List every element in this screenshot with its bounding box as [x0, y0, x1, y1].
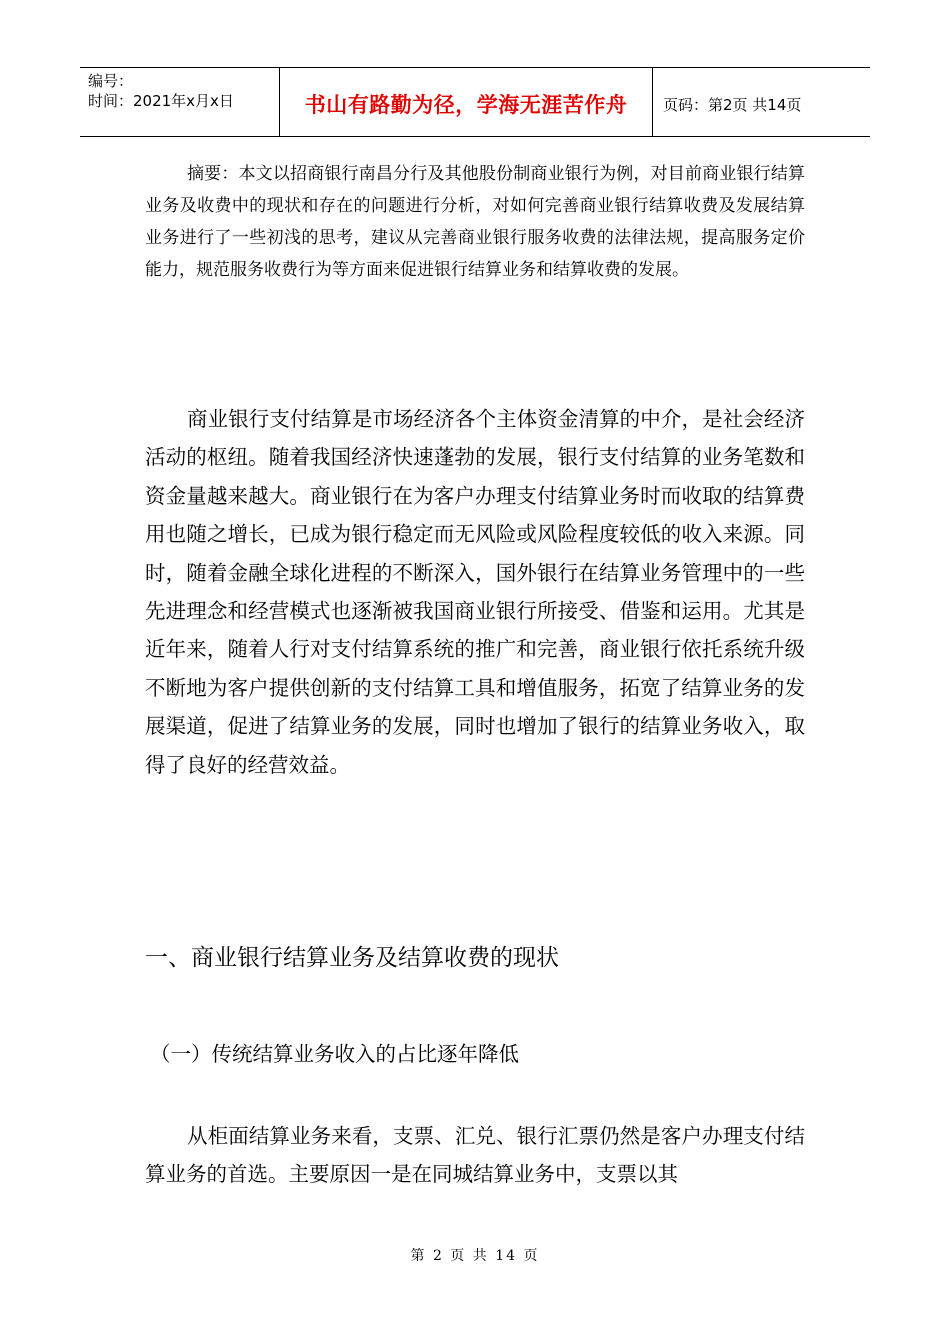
page-footer: 第 2 页 共 14 页 — [410, 1248, 540, 1264]
header-page-info: 页码：第2页 共14页 — [663, 95, 802, 114]
intro-paragraph: 商业银行支付结算是市场经济各个主体资金清算的中介，是社会经济活动的枢纽。随着我国经济快速蓬勃的发展，银行支付结算的业务笔数和资金量越来越大。商业银行在为客户办理支付结算业务时而收取的结算费用也随之增长，已成为银行稳定而无风险或风险程度较低的收入来源。同时，随着金融全球化进程的不断深入，国外银行在结算业务管理中的一些先进理念和经营模式也逐渐被我国商业银行所接受、借鉴和运用。尤其是近年来，随着人行对支付结算系统的推广和完善，商业银行依托系统升级不断地为客户提供创新的支付结算工具和增值服务，拓宽了结算业务的发展渠道，促进了结算业务的发展，同时也增加了银行的结算业务收入，取得了良好的经营效益。 — [145, 407, 805, 777]
header-meta — [80, 68, 280, 136]
serial-number-label: 编号： — [88, 72, 134, 90]
document-header — [80, 67, 870, 137]
section-heading: 一、商业银行结算业务及结算收费的现状 — [145, 945, 559, 971]
header-motto: 书山有路勤为径，学海无涯苦作舟 — [280, 68, 653, 136]
section-paragraph: 从柜面结算业务来看，支票、汇兑、银行汇票仍然是客户办理支付结算业务的首选。主要原因一是在同城结算业务中，支票以其 — [145, 1124, 805, 1187]
sub-heading: （一）传统结算业务收入的占比逐年降低 — [150, 1042, 519, 1066]
abstract-paragraph: 摘要：本文以招商银行南昌分行及其他股份制商业银行为例，对目前商业银行结算业务及收费中的现状和存在的问题进行分析，对如何完善商业银行结算收费及发展结算业务进行了一些初浅的思考，建议从完善商业银行服务收费的法律法规，提高服务定价能力，规范服务收费行为等方面来促进银行结算业务和结算收费的发展。 — [145, 164, 805, 280]
date-label: 时间：2021年x月x日 — [88, 92, 234, 110]
